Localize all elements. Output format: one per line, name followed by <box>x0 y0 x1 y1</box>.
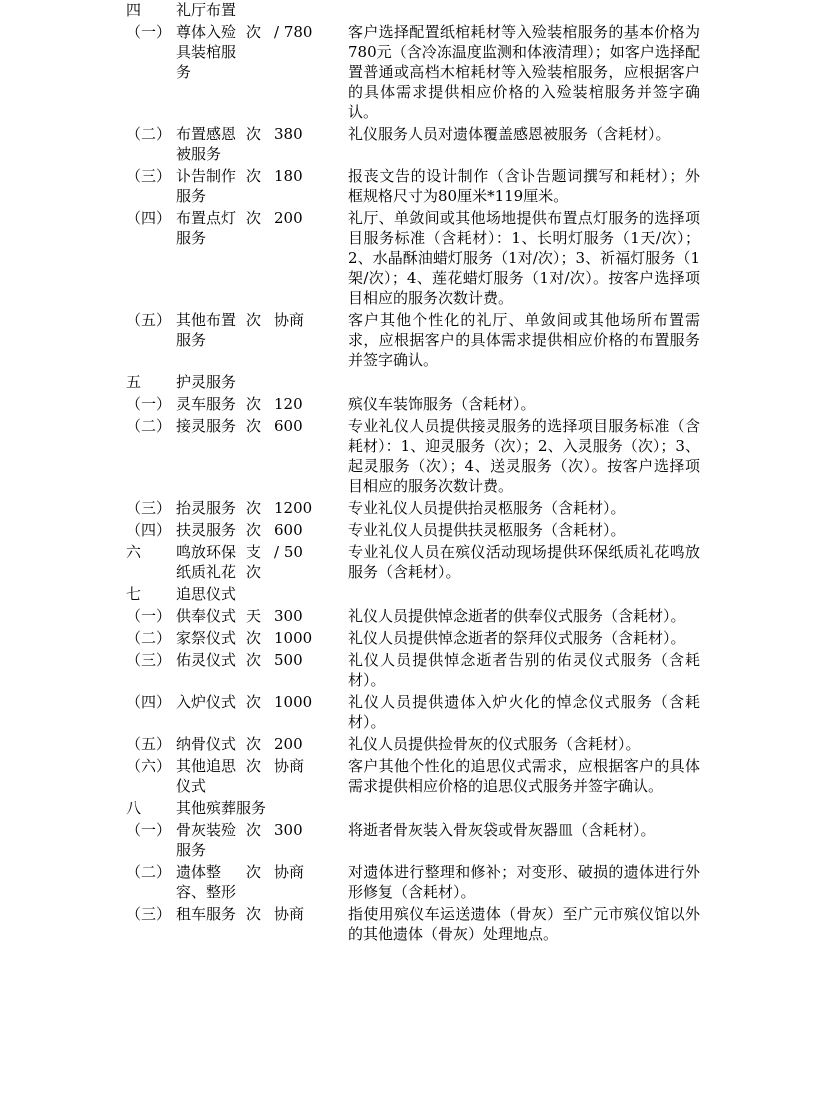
item-name: 抬灵服务 <box>176 499 237 517</box>
item-number: 四 <box>126 1 142 19</box>
item-price: 600 <box>274 521 303 539</box>
section-heading <box>0 372 828 392</box>
item-name: 入炉仪式 <box>176 693 237 711</box>
item-price: 协商 <box>274 757 305 775</box>
item-unit: 次 <box>246 417 262 435</box>
item-price: 1200 <box>274 499 313 517</box>
item-number: （二） <box>126 863 172 881</box>
item-unit: 次 <box>246 651 262 669</box>
item-price: 600 <box>274 417 303 435</box>
item-number: （三） <box>126 651 172 669</box>
item-name: 鸣放环保纸质礼花 <box>176 543 237 581</box>
item-number: （六） <box>126 757 172 775</box>
item-number: （三） <box>126 167 172 185</box>
item-name: 灵车服务 <box>176 395 237 413</box>
item-description: 礼仪人员提供悼念逝者的祭拜仪式服务（含耗材）。 <box>348 629 686 647</box>
item-number: 六 <box>126 543 142 561</box>
item-description: 专业礼仪人员提供接灵服务的选择项目服务标准（含耗材）：1、迎灵服务（次）；2、入灵服务（次）；3、起灵服务（次）；4、送灵服务（次）。按客户选择项目相应的服务次数计费。 <box>348 417 700 495</box>
item-unit: 次 <box>246 395 262 413</box>
item-description: 报丧文告的设计制作（含讣告题词撰写和耗材）；外框规格尺寸为80厘米*119厘米。 <box>348 167 700 205</box>
item-unit: 次 <box>246 209 262 227</box>
item-unit: 支次 <box>246 543 262 581</box>
item-unit: 次 <box>246 23 262 41</box>
item-price: 协商 <box>274 311 305 329</box>
item-description: 客户选择配置纸棺耗材等入殓装棺服务的基本价格为780元（含冷冻温度监测和体液清理）；如客户选择配置普通或高档木棺耗材等入殓装棺服务，应根据客户的具体需求提供相应价格的入殓装棺服务并签字确认。 <box>348 23 700 121</box>
section-heading <box>0 0 828 20</box>
item-unit: 次 <box>246 693 262 711</box>
item-name: 租车服务 <box>176 905 237 923</box>
item-price: 500 <box>274 651 303 669</box>
item-description: 礼仪人员提供悼念逝者告别的佑灵仪式服务（含耗材）。 <box>348 651 700 689</box>
item-description: 礼仪人员提供遗体入炉火化的悼念仪式服务（含耗材）。 <box>348 693 700 731</box>
item-description: 对遗体进行整理和修补；对变形、破损的遗体进行外形修复（含耗材）。 <box>348 863 700 901</box>
item-name: 佑灵仪式 <box>176 651 237 669</box>
item-price: 200 <box>274 209 303 227</box>
item-unit: 次 <box>246 167 262 185</box>
item-price: 300 <box>274 607 303 625</box>
item-name: 讣告制作服务 <box>176 167 237 205</box>
item-number: （四） <box>126 209 172 227</box>
table-row <box>0 820 828 860</box>
table-row <box>0 416 828 496</box>
item-number: （二） <box>126 417 172 435</box>
item-price: 1000 <box>274 693 313 711</box>
table-row <box>0 650 828 690</box>
table-row <box>0 124 828 164</box>
item-name: 其他追思仪式 <box>176 757 237 795</box>
item-number: （五） <box>126 311 172 329</box>
item-name: 遗体整容、整形 <box>176 863 237 901</box>
item-price: 180 <box>274 167 303 185</box>
item-price: / 50 <box>274 543 303 561</box>
item-number: （一） <box>126 395 172 413</box>
table-row <box>0 498 828 518</box>
item-description: 专业礼仪人员提供扶灵柩服务（含耗材）。 <box>348 521 626 539</box>
item-description: 将逝者骨灰装入骨灰袋或骨灰器皿（含耗材）。 <box>348 821 656 839</box>
item-name: 其他殡葬服务 <box>176 799 267 817</box>
item-unit: 次 <box>246 125 262 143</box>
item-number: 五 <box>126 373 142 391</box>
item-number: （四） <box>126 521 172 539</box>
table-row <box>0 208 828 308</box>
item-number: 七 <box>126 585 142 603</box>
item-name: 布置点灯服务 <box>176 209 237 247</box>
item-name: 护灵服务 <box>176 373 237 391</box>
table-row <box>0 542 828 582</box>
item-name: 其他布置服务 <box>176 311 237 349</box>
item-description: 专业礼仪人员在殡仪活动现场提供环保纸质礼花鸣放服务（含耗材）。 <box>348 543 700 581</box>
item-number: （三） <box>126 905 172 923</box>
item-unit: 次 <box>246 757 262 775</box>
item-description: 客户其他个性化的礼厅、单敛间或其他场所布置需求，应根据客户的具体需求提供相应价格的布置服务并签字确认。 <box>348 311 700 369</box>
item-description: 指使用殡仪车运送遗体（骨灰）至广元市殡仪馆以外的其他遗体（骨灰）处理地点。 <box>348 905 700 943</box>
item-description: 礼仪人员提供悼念逝者的供奉仪式服务（含耗材）。 <box>348 607 686 625</box>
item-unit: 次 <box>246 311 262 329</box>
item-unit: 次 <box>246 735 262 753</box>
item-number: （二） <box>126 125 172 143</box>
item-name: 接灵服务 <box>176 417 237 435</box>
item-number: 八 <box>126 799 142 817</box>
item-name: 布置感恩被服务 <box>176 125 237 163</box>
table-row <box>0 692 828 732</box>
item-description: 客户其他个性化的追思仪式需求，应根据客户的具体需求提供相应价格的追思仪式服务并签字确认。 <box>348 757 700 795</box>
table-row <box>0 520 828 540</box>
table-row <box>0 734 828 754</box>
item-unit: 次 <box>246 863 262 881</box>
item-number: （二） <box>126 629 172 647</box>
item-price: 380 <box>274 125 303 143</box>
item-name: 追思仪式 <box>176 585 237 603</box>
table-row <box>0 756 828 796</box>
table-row <box>0 22 828 122</box>
item-unit: 次 <box>246 905 262 923</box>
section-heading <box>0 798 828 818</box>
item-unit: 次 <box>246 821 262 839</box>
item-price: 协商 <box>274 863 305 881</box>
table-row <box>0 166 828 206</box>
item-name: 骨灰装殓服务 <box>176 821 237 859</box>
item-name: 礼厅布置 <box>176 1 237 19</box>
item-price: 1000 <box>274 629 313 647</box>
section-heading <box>0 584 828 604</box>
item-number: （三） <box>126 499 172 517</box>
item-price: 120 <box>274 395 303 413</box>
item-number: （四） <box>126 693 172 711</box>
item-number: （五） <box>126 735 172 753</box>
item-price: 200 <box>274 735 303 753</box>
item-number: （一） <box>126 607 172 625</box>
table-row <box>0 862 828 902</box>
table-row <box>0 628 828 648</box>
item-name: 尊体入殓具装棺服务 <box>176 23 237 81</box>
item-name: 供奉仪式 <box>176 607 237 625</box>
item-name: 扶灵服务 <box>176 521 237 539</box>
item-description: 礼仪服务人员对遗体覆盖感恩被服务（含耗材）。 <box>348 125 671 143</box>
table-row <box>0 310 828 370</box>
item-description: 礼仪人员提供捡骨灰的仪式服务（含耗材）。 <box>348 735 641 753</box>
item-price: 300 <box>274 821 303 839</box>
table-row <box>0 904 828 944</box>
item-number: （一） <box>126 23 172 41</box>
item-unit: 次 <box>246 521 262 539</box>
item-price: / 780 <box>274 23 313 41</box>
item-name: 纳骨仪式 <box>176 735 237 753</box>
table-row <box>0 606 828 626</box>
item-price: 协商 <box>274 905 305 923</box>
table-row <box>0 394 828 414</box>
item-name: 家祭仪式 <box>176 629 237 647</box>
item-unit: 次 <box>246 629 262 647</box>
item-unit: 次 <box>246 499 262 517</box>
item-number: （一） <box>126 821 172 839</box>
item-description: 殡仪车装饰服务（含耗材）。 <box>348 395 536 413</box>
item-description: 礼厅、单敛间或其他场地提供布置点灯服务的选择项目服务标准（含耗材）：1、长明灯服务（1天/次）；2、水晶酥油蜡灯服务（1对/次）；3、祈福灯服务（1架/次）；4、莲花蜡灯服务（1对/次）。按客户选择项目相应的服务次数计费。 <box>348 209 700 307</box>
item-description: 专业礼仪人员提供抬灵柩服务（含耗材）。 <box>348 499 626 517</box>
item-unit: 天 <box>246 607 262 625</box>
